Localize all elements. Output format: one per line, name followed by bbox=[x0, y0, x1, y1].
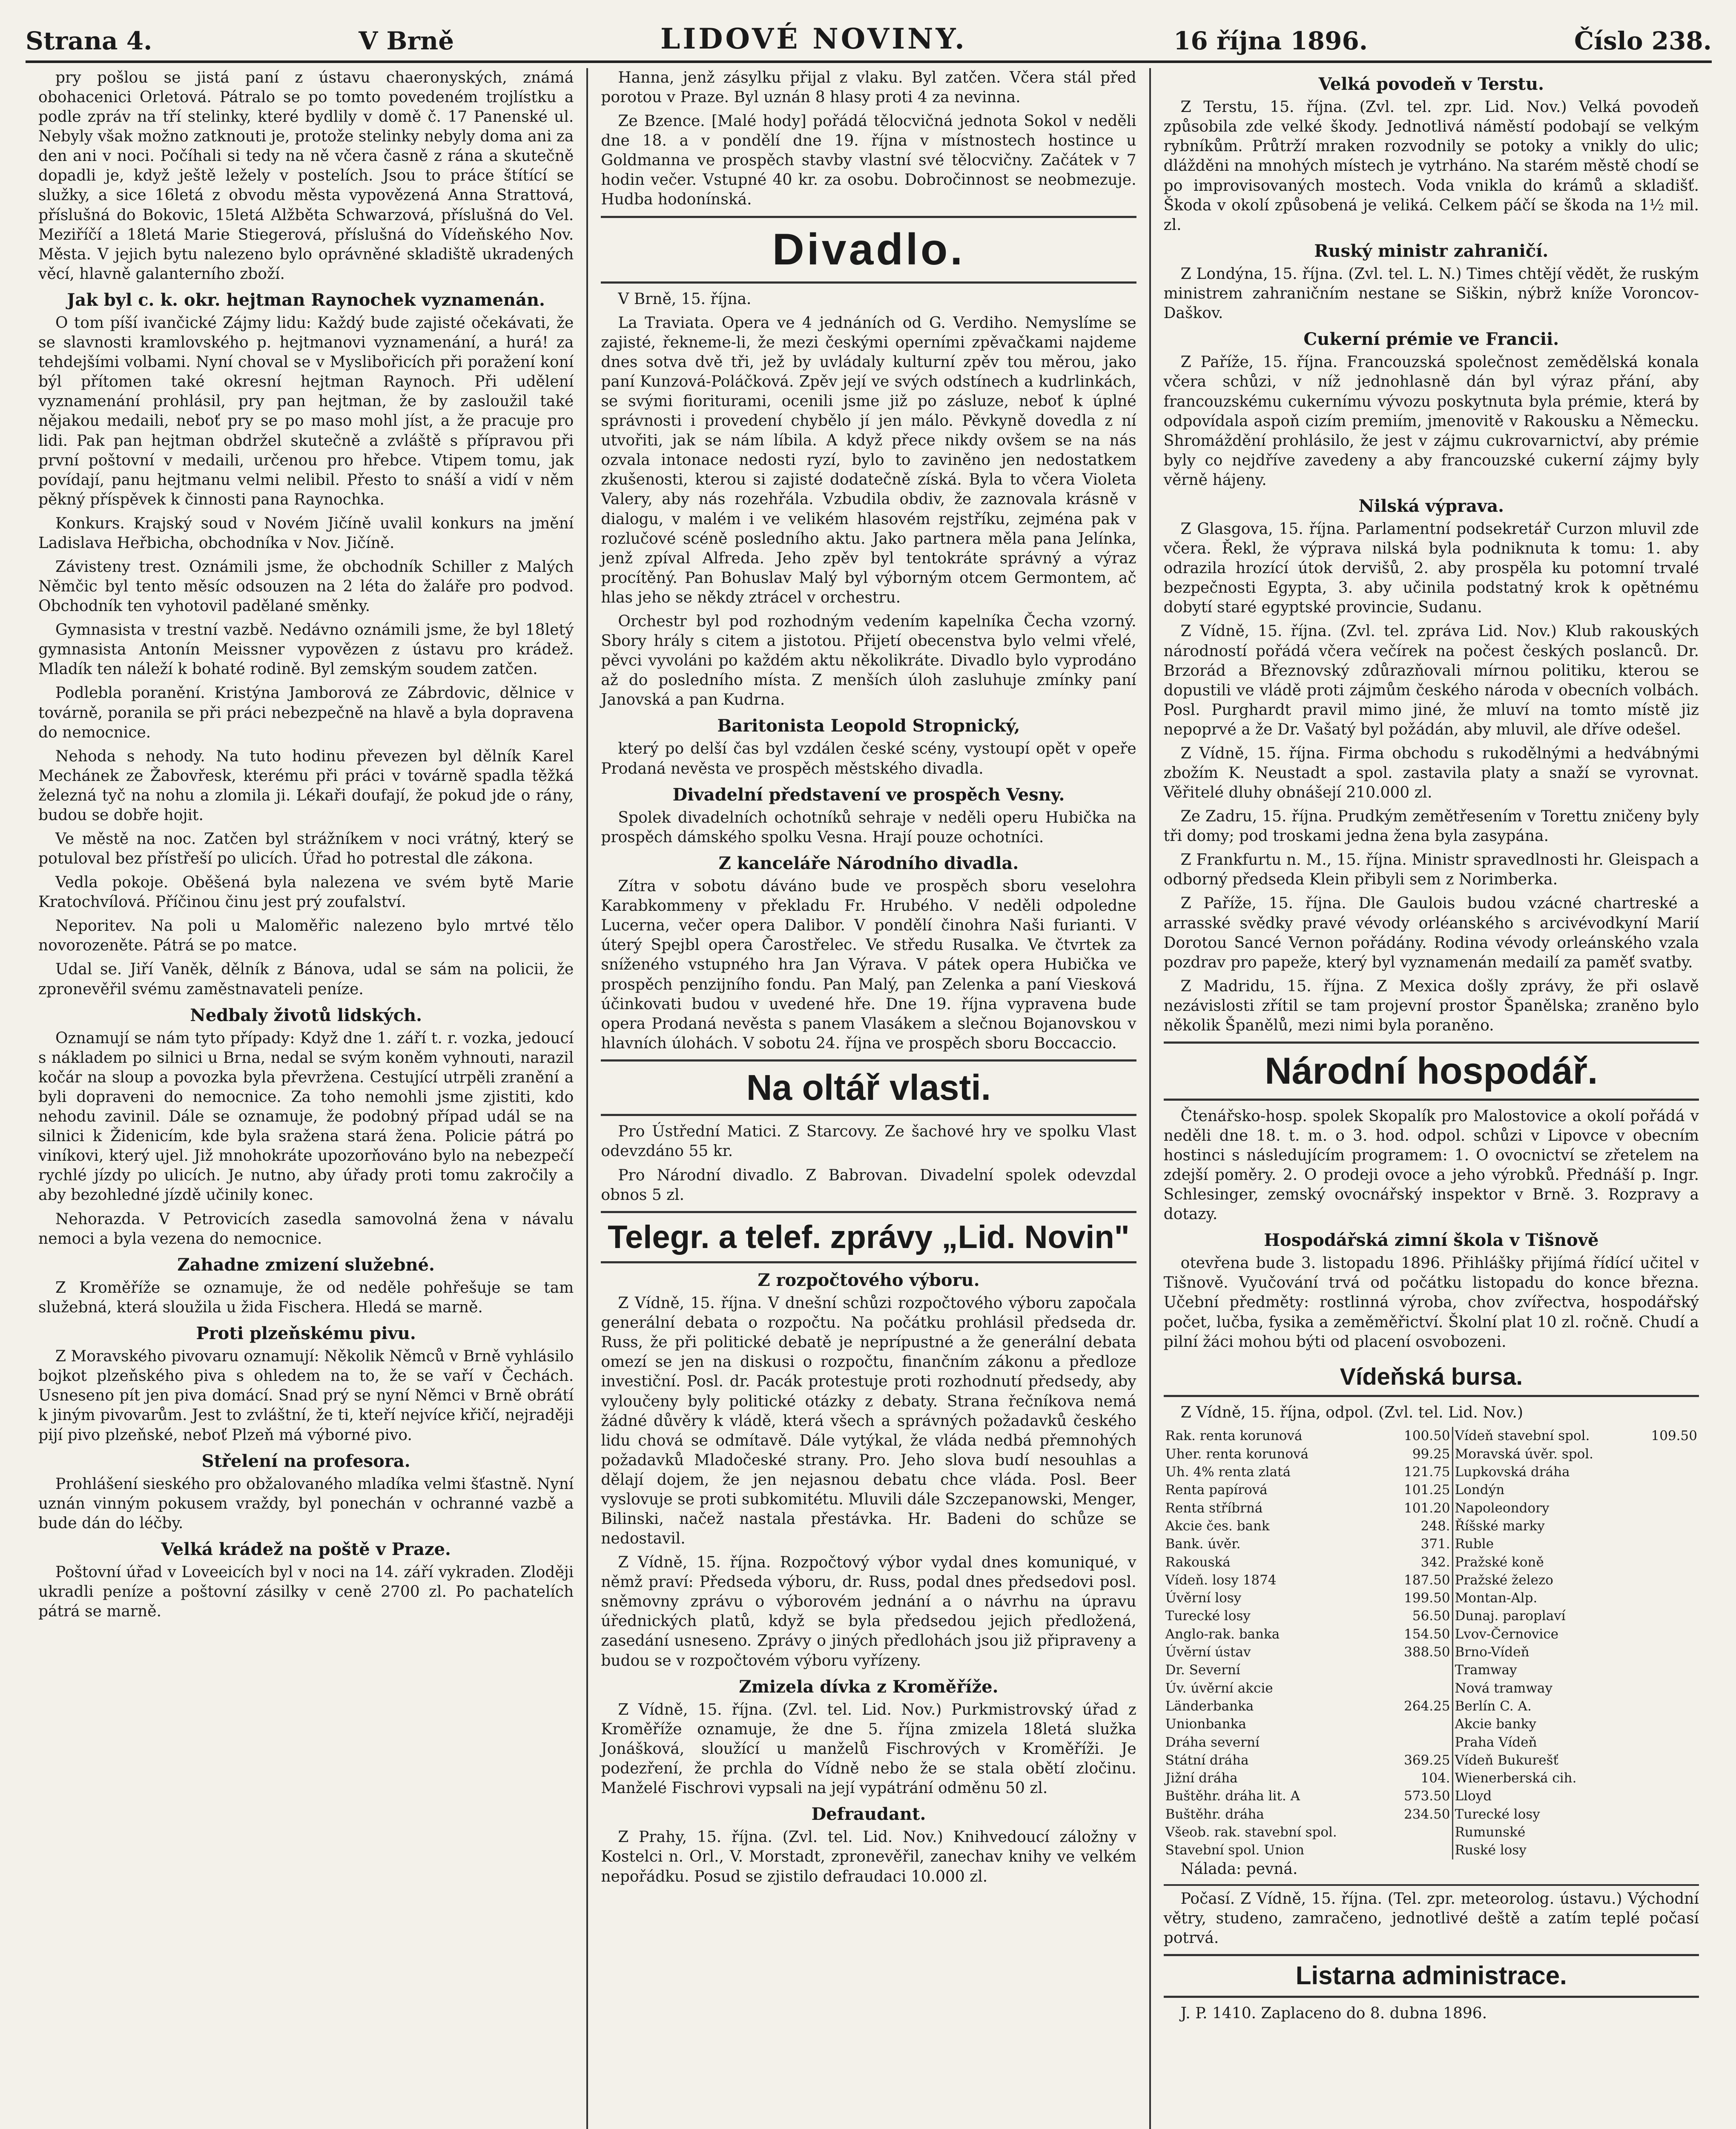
burza-security: Pražské koně bbox=[1452, 1553, 1635, 1571]
issue-date: 16 října 1896. bbox=[1173, 26, 1368, 55]
burza-row bbox=[1164, 1535, 1699, 1553]
article-udal-se: Udal se. Jiří Vaněk, dělník z Bánova, udal se sám na policii, že zpronevěřil svému zaměstnavateli peníze. bbox=[38, 961, 574, 998]
article-frankfurt: Z Frankfurtu n. M., 15. října. Ministr spravedlnosti hr. Gleispach a odborný předseda Klein přibyli sem z Norimberka. bbox=[1163, 851, 1699, 889]
article-streleni: Prohlášení sieského pro obžalovaného mladíka velmi šťastně. Nyní uznán vinným pokusem vraždy, byl ponechán v ochranné vazbě a bude dán do léčby. bbox=[38, 1475, 574, 1532]
burza-price bbox=[1636, 1841, 1699, 1859]
burza-security: Dunaj. paroplaví bbox=[1452, 1607, 1635, 1625]
burza-closing: Nálada: pevná. bbox=[1180, 1860, 1298, 1878]
burza-row bbox=[1164, 1445, 1699, 1463]
burza-row bbox=[1164, 1823, 1699, 1841]
section-oltar: Na oltář vlasti. bbox=[601, 1059, 1136, 1116]
burza-security: Lvov-Černovice bbox=[1452, 1625, 1635, 1643]
headline-ministr: Ruský ministr zahraničí. bbox=[1314, 241, 1549, 261]
burza-security: Akcie banky bbox=[1452, 1715, 1635, 1733]
headline-zahadne: Zahadne zmizení služebné. bbox=[177, 1254, 435, 1275]
section-burza: Vídeňská bursa. bbox=[1164, 1358, 1699, 1397]
burza-price bbox=[1636, 1823, 1699, 1841]
burza-price bbox=[1636, 1445, 1699, 1463]
burza-price bbox=[1636, 1661, 1699, 1679]
burza-row bbox=[1164, 1481, 1699, 1499]
burza-security: Akcie čes. bank bbox=[1165, 1518, 1270, 1534]
article-oltar-2: Pro Národní divadlo. Z Babrovan. Divadelní spolek odevzdal obnos 5 zl. bbox=[601, 1166, 1136, 1204]
article-konkurs: Konkurs. Krajský soud v Novém Jičíně uvalil konkurs na jmění Ladislava Heřbicha, obchodníka v Nov. Jičíně. bbox=[38, 514, 574, 552]
burza-price bbox=[1636, 1607, 1699, 1625]
burza-security: Buštěhr. dráha lit. A bbox=[1165, 1788, 1300, 1804]
article-ve-meste: Ve městě na noc. Zatčen byl strážníkem v noci vrátný, který se potuloval bez přístřeší po ulicích. Úřad ho potrestal dle zákona. bbox=[38, 830, 574, 868]
burza-row bbox=[1164, 1787, 1699, 1805]
page-number: Strana 4. bbox=[26, 26, 152, 55]
column-1 bbox=[26, 68, 588, 2129]
article-madrid: Z Madridu, 15. října. Z Mexica došly zprávy, že při oslavě nezávislosti zřítil se tam projevní prostor Španělska; zraněno bylo několik Španělů, mezi nimi byla poraněno. bbox=[1163, 977, 1699, 1034]
burza-row bbox=[1164, 1751, 1699, 1769]
burza-security: Napoleondory bbox=[1452, 1499, 1635, 1517]
burza-row bbox=[1164, 1715, 1699, 1733]
burza-security: Ruble bbox=[1452, 1535, 1635, 1553]
masthead bbox=[26, 13, 1712, 63]
burza-security: Dr. Severní bbox=[1165, 1662, 1240, 1678]
burza-security: Všeob. rak. stavební spol. bbox=[1165, 1824, 1337, 1840]
burza-security: Lloyd bbox=[1452, 1787, 1635, 1805]
headline-kromeriz: Zmizela dívka z Kroměříže. bbox=[739, 1676, 999, 1697]
weather-text: Počasí. Z Vídně, 15. října. (Tel. zpr. meteorolog. ústavu.) Východní větry, studeno, zamračeno, jednotlivé deště a zatím teplé počasí potrvá. bbox=[1163, 1890, 1699, 1947]
burza-row bbox=[1164, 1607, 1699, 1625]
burza-security: Rakouská bbox=[1165, 1554, 1231, 1570]
burza-row bbox=[1164, 1769, 1699, 1787]
burza-security: Úvěrní losy bbox=[1165, 1590, 1242, 1606]
burza-security: Wienerberská cih. bbox=[1452, 1769, 1635, 1787]
article-bzence: Ze Bzence. [Malé hody] pořádá tělocvičná jednota Sokol v neděli dne 18. a v pondělí dne 19. října v místnostech hostince u Goldmanna ve prospěch stavby vlastní své tělocvičny. Začátek v 7 hodin večer. Vstupné 40 kr. za osobu. Dobročinnost se neobmezuje. Hudba hodonínská. bbox=[601, 112, 1136, 209]
article-oltar-1: Pro Ústřední Matici. Z Starcovy. Ze šachové hry ve spolku Vlast odevzdáno 55 kr. bbox=[601, 1123, 1136, 1160]
burza-security: Renta papírová bbox=[1165, 1482, 1268, 1498]
burza-security: Říšské marky bbox=[1452, 1517, 1635, 1535]
headline-defraudant: Defraudant. bbox=[811, 1804, 926, 1825]
headline-kancelar: Z kanceláře Národního divadla. bbox=[718, 853, 1019, 873]
burza-row bbox=[1164, 1697, 1699, 1715]
burza-row bbox=[1164, 1661, 1699, 1679]
article-pariz-2: Z Paříže, 15. října. Dle Gaulois budou vzácné chartreské a arrasské svědky pravé vévody orléanského s arcivévodkyní Marií Dorotou Sancé Vernon pořádány. Rodina vévody orleánského vzala pozdrav pro papeže, který byl vyznamenán medailí za paměť svatby. bbox=[1163, 895, 1699, 971]
burza-price bbox=[1388, 1841, 1452, 1859]
article-cukerni: Z Paříže, 15. října. Francouzská společnost zemědělská konala včera schůzi, v níž jednohlasně dán byl výraz přání, aby francouzskému cukernímu vývozu poskytnuta byla prémie, která by odpovídala aspoň cizím premiím, jmenovitě v Rakousku a Německu. Shromáždění prohlásilo, že jest v zájmu cukrovarnictví, aby prémie byly co nejdříve zavedeny a aby francouzské cukerní zájmy byly věrně hájeny. bbox=[1163, 353, 1699, 489]
article-vedla-pokoje: Vedla pokoje. Oběšená byla nalezena ve svém bytě Marie Kratochvílová. Příčinou činu jest prý zoufalství. bbox=[38, 874, 574, 911]
headline-raynoch: Jak byl c. k. okr. hejtman Raynochek vyznamenán. bbox=[67, 290, 545, 310]
burza-subtitle: Z Vídně, 15. října, odpol. (Zvl. tel. Lid. Nov.) bbox=[1180, 1404, 1524, 1422]
burza-price bbox=[1636, 1463, 1699, 1481]
article-zahadne: Z Kroměříže se oznamuje, že od neděle pohřešuje se tam služebná, která sloužila u žida Fischera. Hledá se marně. bbox=[38, 1279, 574, 1316]
burza-price bbox=[1636, 1625, 1699, 1643]
burza-row bbox=[1164, 1499, 1699, 1517]
section-divadlo: Divadlo. bbox=[601, 216, 1136, 284]
burza-row bbox=[1164, 1643, 1699, 1661]
burza-price bbox=[1636, 1787, 1699, 1805]
burza-price bbox=[1636, 1715, 1699, 1733]
burza-price bbox=[1388, 1679, 1452, 1697]
article-plzensky: Z Moravského pivovaru oznamují: Několik Němců v Brně vyhlásilo bojkot plzeňského piva s ohledem na to, že se vaří v Čechách. Usneseno pít jen piva domácí. Snad prý se nyní Němci v Brně obrátí k jiným pivovarům. Jest to zvláštní, že ti, kteří nejvíce křičí, nejraději pijí pivo plzeňské, neboť Plzeň má výborné pivo. bbox=[38, 1348, 574, 1444]
headline-rozpocet: Z rozpočtového výboru. bbox=[758, 1270, 980, 1290]
burza-price bbox=[1636, 1571, 1699, 1589]
burza-price bbox=[1636, 1697, 1699, 1715]
burza-price: 371. bbox=[1420, 1536, 1450, 1552]
burza-row bbox=[1164, 1553, 1699, 1571]
burza-price: 369.25 bbox=[1404, 1752, 1450, 1768]
article-orchestr: Orchestr byl pod rozhodným vedením kapelníka Čecha vzorný. Sbory hrály s citem a jistotou. Přijetí obecenstva bylo velmi vřelé, pěvci vyvoláni po každém aktu několikráte. Divadlo bylo vyprodáno až do posledního místa. Z menších úloh zasluhuje zmínky paní Janovská a pan Kudrna. bbox=[601, 612, 1136, 709]
article-baritonista: který po delší čas byl vzdálen české scény, vystoupí opět v opeře Prodaná nevěsta ve prospěch městského divadla. bbox=[601, 740, 1136, 778]
burza-row bbox=[1164, 1625, 1699, 1643]
burza-price: 234.50 bbox=[1404, 1806, 1450, 1822]
burza-security: Vídeň stavební spol. bbox=[1452, 1427, 1635, 1445]
article-nedbaly: Oznamují se nám tyto případy: Když dne 1. září t. r. vozka, jedoucí s nákladem po silnici u Brna, nedal se svým koněm vyhnouti, narazil kočár na sloup a povozka byla převržena. Cestující utrpěli zranění a byli dopraveni do nemocnice. Za toho nemohli jsme zjistiti, kdo nehodu zavinil. Dále se oznamuje, že podobný případ udál se na silnici k Židenicím, kde byla sražena stará žena. Policie pátrá po viníkovi, který ujel. Již mnohokráte upozorňováno bylo na nebezpečí rychlé jízdy po ulicích. Je nutno, aby úřady proti tomu zakročily a aby bezohledné jízdě učinily konec. bbox=[38, 1029, 574, 1204]
burza-price bbox=[1388, 1715, 1452, 1733]
section-telegr: Telegr. a telef. zprávy „Lid. Novin" bbox=[601, 1211, 1136, 1263]
burza-price bbox=[1636, 1805, 1699, 1823]
burza-security: Turecké losy bbox=[1165, 1608, 1251, 1624]
column-2 bbox=[588, 68, 1151, 2129]
burza-row bbox=[1164, 1571, 1699, 1589]
burza-security: Berlín C. A. bbox=[1452, 1697, 1635, 1715]
headline-baritonista: Baritonista Leopold Stropnický, bbox=[717, 716, 1020, 736]
article-intro-2: Hanna, jenž zásylku přijal z vlaku. Byl zatčen. Včera stál před porotou v Praze. Byl uznán 8 hlasy proti 4 za nevinna. bbox=[601, 69, 1136, 106]
burza-security: Brno-Vídeň bbox=[1452, 1643, 1635, 1661]
burza-price: 388.50 bbox=[1404, 1644, 1450, 1660]
burza-price: 121.75 bbox=[1404, 1464, 1450, 1480]
burza-price: 109.50 bbox=[1651, 1428, 1697, 1444]
burza-price bbox=[1388, 1733, 1452, 1751]
columns bbox=[26, 68, 1712, 2129]
article-nehorazda: Nehorazda. V Petrovicích zasedla samovolná žena v návalu nemoci a byla vezena do nemocnice. bbox=[38, 1210, 574, 1248]
article-neporitev: Neporitev. Na poli u Maloměřic nalezeno bylo mrtvé tělo novorozeněte. Pátrá se po matce. bbox=[38, 917, 574, 955]
burza-security: Vídeň Bukurešť bbox=[1452, 1751, 1635, 1769]
burza-security: Unionbanka bbox=[1165, 1716, 1246, 1732]
issue-number: Číslo 238. bbox=[1574, 26, 1712, 55]
burza-security: Pražské železo bbox=[1452, 1571, 1635, 1589]
paper-name: LIDOVÉ NOVINY. bbox=[660, 22, 967, 55]
burza-price bbox=[1636, 1553, 1699, 1571]
article-raynoch: O tom píší ivančické Zájmy lidu: Každý bude zajisté očekávati, že se slavnosti kramlovského p. hejtmanovi vyznamenání, a hurá! za tehdejšími volbami. Nyní choval se v Myslibořicích při poražení koní býl přítomen také okresní hejtman Raynoch. Při udělení vyznamenání prohlásil, pry pan hejtman, že by zasloužil také nějakou medaili, neboť pry se po maso mohl jíst, a že pracuje pro lidi. Pak pan hejtman obdržel skutečně a zvláště s přípravou při první poštovní v medaili, určenou pro hřebce. Vtipem tomu, jak povídají, panu hejtmanu velmi nelibil. Přesto to snáší a vidí v něm pěkný příspěvek k činnosti pana Raynochka. bbox=[38, 314, 574, 508]
burza-row bbox=[1164, 1841, 1699, 1859]
burza-security: Uher. renta korunová bbox=[1165, 1446, 1308, 1462]
burza-security: Montan-Alp. bbox=[1452, 1589, 1635, 1607]
headline-povoden: Velká povodeň v Terstu. bbox=[1318, 74, 1544, 94]
burza-security: Stavební spol. Union bbox=[1165, 1842, 1304, 1858]
column-3 bbox=[1151, 68, 1712, 2129]
article-telegr-2: Z Vídně, 15. října. Rozpočtový výbor vydal dnes komuniqué, v němž praví: Předseda výboru, dr. Russ, podal dnes předsedovi posl. sněmovny zprávu o výborovém jednání a o návrhu na úpravu úřednických platů, když se byla předsedou jejich předložená, zasedání usneseno. Zprávy o jiných předlohách jsou již připraveny a budou se v rozpočtovém výboru vyřízeny. bbox=[601, 1554, 1136, 1670]
burza-security: Rak. renta korunová bbox=[1165, 1428, 1303, 1444]
burza-security: Úv. úvěrní akcie bbox=[1165, 1680, 1273, 1696]
headline-plzensky: Proti plzeňskému pivu. bbox=[196, 1323, 416, 1344]
city: V Brně bbox=[359, 26, 454, 55]
article-nilska: Z Glasgova, 15. října. Parlamentní podsekretář Curzon mluvil zde včera. Řekl, že výprava nilská byla podniknuta k tomu: 1. aby odrazila hrozící útok dervišů, 2. aby prospěla ku potomní trvalé bezpečnosti Egypta, 3. aby učinila podstatný krok k opětnému dobytí staré egyptské provincie, Sudanu. bbox=[1163, 520, 1699, 617]
burza-security: Dráha severní bbox=[1165, 1734, 1260, 1750]
article-traviata: La Traviata. Opera ve 4 jednáních od G. Verdiho. Nemyslíme se zajisté, řekneme-li, že mezi českými operními zpěvačkami najdeme dnes sotva dvě tři, jež by uvládaly kulturní zpěv tou měrou, jako paní Kunzová-Poláčková. Zpěv její ve svých odstínech a kudrlinkách, se svými fioriturami, ocenili jsme již po zásluze, neboť k úplné správnosti i provedení chybělo jí jen málo. Pěvkyně dovedla z ní utvořiti, jak se nám líbila. A když přece nikdy ovšem se na nás ozvala intonace nedosti ryzí, bylo to zaviněno jen nedostatkem zkušenosti, kterou si zajisté dodatečně získá. Byla to včera Violeta Valery, aby nás rozehřála. Vzbudila obdiv, že zaznovala krásně v dialogu, v malém i ve velikém hlasovém rejstříku, zejména pak v rozlučové scéně posledního aktu. Jako partnera měla pana Jelínka, jenž zpíval Alfreda. Jeho zpěv byl tentokráte správný a výraz procítěný. Pan Bohuslav Malý byl výborným otcem Germontem, ač hlas jeho se někdy ztrácel v orchestru. bbox=[601, 314, 1136, 606]
burza-price: 573.50 bbox=[1404, 1788, 1450, 1804]
burza-security: Uh. 4% renta zlatá bbox=[1165, 1464, 1291, 1480]
headline-vesny: Divadelní představení ve prospěch Vesny. bbox=[672, 784, 1065, 805]
burza-row bbox=[1164, 1427, 1699, 1445]
article-trest: Závisteny trest. Oznámili jsme, že obchodník Schiller z Malých Němčic byl tento měsíc odsouzen na 2 léta do žaláře pro podvod. Obchodník ten vyhotovil padělané směnky. bbox=[38, 558, 574, 615]
burza-security: Státní dráha bbox=[1165, 1752, 1249, 1768]
burza-security: Praha Vídeň bbox=[1452, 1733, 1635, 1751]
section-listarna: Listarna administrace. bbox=[1164, 1954, 1699, 1998]
burza-price: 199.50 bbox=[1404, 1590, 1450, 1606]
article-povoden: Z Terstu, 15. října. (Zvl. tel. zpr. Lid. Nov.) Velká povodeň způsobila zde velké škody. Jednotlivá náměstí podobají se velkým rybníkům. Průtrží mraken rozvodnily se potoky a vnikly do ulic; dlážděni na mnohých místech je vytrháno. Na starém městě chodí se po improvisovaných mostech. Voda vnikla do krámů a skladišť. Škoda v okolí způsobená je veliká. Celkem páčí se škoda na 1½ mil. zl. bbox=[1163, 98, 1699, 234]
burza-price: 101.20 bbox=[1404, 1500, 1450, 1516]
burza-price bbox=[1636, 1643, 1699, 1661]
burza-row bbox=[1164, 1733, 1699, 1751]
headline-streleni: Střelení na profesora. bbox=[201, 1451, 410, 1471]
article-ministr: Z Londýna, 15. října. (Zvl. tel. L. N.) Times chtějí vědět, že ruským ministrem zahraničním nestane se Siškin, nýbrž kníže Voroncov-Daškov. bbox=[1163, 265, 1699, 322]
article-tisnov: otevřena bude 3. listopadu 1896. Přihlášky přijímá řídící učitel v Tišnově. Vyučování trvá od počátku listopadu do konce března. Učební předměty: rostlinná výroba, chov zvířectva, hospodářský počet, lučba, fysika a zeměměřictví. Školní plat 10 zl. ročně. Chudí a pilní žáci mohou býti od placení osvobozeni. bbox=[1163, 1254, 1699, 1351]
article-podlebla: Podlebla poranění. Kristýna Jamborová ze Zábrdovic, dělnice v továrně, poranila se při práci nebezpečně na hlavě a byla dopravena do nemocnice. bbox=[38, 684, 574, 741]
burza-price: 187.50 bbox=[1404, 1572, 1450, 1588]
burza-row bbox=[1164, 1589, 1699, 1607]
headline-nilska: Nilská výprava. bbox=[1358, 496, 1504, 516]
article-telegr-1: Z Vídně, 15. října. V dnešní schůzi rozpočtového výboru započala generální debata o rozpočtu. Na počátku prohlásil předseda dr. Russ, že při politické debatě je neprípustné a že generální debata omezí se jen na diskusi o rozpočtu, finančním zákonu a předloze investiční. Posl. dr. Pacák protestuje proti rozhodnutí předsedy, aby vyloučeny byly politické otázky z debaty. Strana řečníkova nemá žádné důvěry k vládě, která všech a správných požadavků českého lidu chová se odmítavě. Dále vytýkal, že vláda nedbá přemnohých požadavků Mladočeské strany. Pro. Jeho slova budí nesouhlas a dělají dojem, že jen nejasnou debatu chce vláda. Posl. Beer vyslovuje se proti subkomitétu. Mluvili dále Szczepanowski, Menger, Bilinski, načež nastala přestávka. Hr. Badeni do schůze se nedostavil. bbox=[601, 1294, 1136, 1548]
article-kancelar: Zítra v sobotu dáváno bude ve prospěch sboru veselohra Karabkommeny v překladu Fr. Hrubého. V neděli odpoledne Lucerna, večer opera Dalibor. V pondělí činohra Naši furianti. V úterý Spejbl opera Čarostřelec. Ve středu Rusalka. Ve čtvrtek za sníženého vstupného hra Jan Výrava. V pátek opera Hubička ve prospěch penzijního fondu. Pan Malý, pan Zelenka a paní Viesková účinkovati budou v uvedené hře. Dne 19. října vypravena bude opera Prodaná nevěsta s panem Vlasákem a slečnou Bojanovskou v hlavních úlohách. V sobotu 24. října ve prospěch sboru Boccaccio. bbox=[601, 878, 1136, 1052]
burza-security: Vídeň. losy 1874 bbox=[1165, 1572, 1277, 1588]
article-vesny: Spolek divadelních ochotníků sehraje v neděli operu Hubička na prospěch dámského spolku Vesna. Hrají pouze ochotníci. bbox=[601, 809, 1136, 846]
listarna-text: J. P. 1410. Zaplaceno do 8. dubna 1896. bbox=[1180, 2004, 1487, 2022]
burza-table bbox=[1164, 1427, 1699, 1859]
burza-security: Bank. úvěr. bbox=[1165, 1536, 1241, 1552]
article-kradez: Poštovní úřad v Loveeicích byl v noci na 14. září vykraden. Zloději ukradli peníze a poštovní zásilky v ceně 2700 zl. Po pachatelích pátrá se marně. bbox=[38, 1564, 574, 1621]
headline-cukerni: Cukerní prémie ve Francii. bbox=[1303, 329, 1559, 350]
divadlo-date: V Brně, 15. října. bbox=[618, 290, 752, 308]
headline-tisnov: Hospodářská zimní škola v Tišnově bbox=[1264, 1230, 1599, 1251]
burza-price: 248. bbox=[1420, 1518, 1450, 1534]
burza-security: Ruské losy bbox=[1452, 1841, 1635, 1859]
burza-price: 342. bbox=[1420, 1554, 1450, 1570]
burza-security: Moravská úvěr. spol. bbox=[1452, 1445, 1635, 1463]
article-rolnicky: Čtenářsko-hosp. spolek Skopalík pro Malostovice a okolí pořádá v neděli dne 18. t. m. o 3. hod. odpol. schůzi v Lipovce v obecním hostinci s následujícím programem: 1. O ovocnictví se zřetelem na zdejší poměry. 2. O prodeji ovoce a jeho výrobků. Přednáší p. Ingr. Schlesinger, zemský ovocnářský inspektor v Brně. 3. Rozpravy a dotazy. bbox=[1163, 1107, 1699, 1223]
article-kromeriz: Z Vídně, 15. října. (Zvl. tel. Lid. Nov.) Purkmistrovský úřad z Kroměříže oznamuje, že dne 5. října zmizela 18letá služka Jonášková, sloužící u manželů Fischrových v Kroměříži. Je podezření, že prchla do Vídně nebo že se stala obětí zločinu. Manželé Fischrovi vypsali na její vypátrání odměnu 50 zl. bbox=[601, 1701, 1136, 1797]
burza-security: Nová tramway bbox=[1452, 1679, 1635, 1697]
headline-nedbaly: Nedbaly životů lidských. bbox=[190, 1005, 422, 1025]
burza-price bbox=[1636, 1517, 1699, 1535]
burza-price bbox=[1636, 1589, 1699, 1607]
burza-security: Londýn bbox=[1452, 1481, 1635, 1499]
burza-security: Úvěrní ústav bbox=[1165, 1644, 1251, 1660]
burza-price: 264.25 bbox=[1404, 1698, 1450, 1714]
article-vidne-2: Z Vídně, 15. října. Firma obchodu s rukodělnými a hedvábnými zbožím K. Neustadt a spol. zastavila platy a snaží se vyrovnat. Věřitelé dluhy obnášejí 210.000 zl. bbox=[1163, 744, 1699, 802]
burza-security: Lupkovská dráha bbox=[1452, 1463, 1635, 1481]
weather-report bbox=[1164, 1884, 1699, 1948]
burza-price: 99.25 bbox=[1412, 1446, 1450, 1462]
burza-price bbox=[1636, 1733, 1699, 1751]
article-zadru: Ze Zadru, 15. října. Prudkým zemětřesením v Torettu zničeny byly tři domy; pod troskami jedna žena byla zasypána. bbox=[1163, 808, 1699, 845]
article-defraudant: Z Prahy, 15. října. (Zvl. tel. Lid. Nov.) Knihvedoucí záložny v Kostelci n. Orl., V. Morstadt, zpronevěřil, zanechav knihy ve velkém nepořádku. Posud se zjistilo defraudaci 10.000 zl. bbox=[601, 1828, 1136, 1885]
headline-kradez: Velká krádež na poště v Praze. bbox=[161, 1539, 451, 1560]
burza-price bbox=[1388, 1661, 1452, 1679]
burza-price bbox=[1636, 1535, 1699, 1553]
burza-security: Renta stříbrná bbox=[1165, 1500, 1263, 1516]
burza-security: Rumunské bbox=[1452, 1823, 1635, 1841]
burza-price: 56.50 bbox=[1412, 1608, 1450, 1624]
burza-price: 104. bbox=[1420, 1770, 1450, 1786]
burza-price bbox=[1636, 1499, 1699, 1517]
article-vidne-1: Z Vídně, 15. října. (Zvl. tel. zpráva Lid. Nov.) Klub rakouských národností pořádá včera večírek na počest českých poslanců. Dr. Brzorád a Březnovský zdůrazňovali mírnou politiku, kterou se dopustili ve vládě proti zájmům českého národa v obecních volbách. Posl. Purghardt pravil mimo jiné, že mluví na tomto místě jiz nepoprvé a že Dr. Vašatý byl požádán, aby mluvil, ale dříve odešel. bbox=[1163, 623, 1699, 738]
burza-price bbox=[1636, 1769, 1699, 1787]
burza-price bbox=[1636, 1751, 1699, 1769]
burza-security: Jižní dráha bbox=[1165, 1770, 1238, 1786]
article-intro: pry pošlou se jistá paní z ústavu chaeronyských, známá obohacenici Orletová. Pátralo se po tomto povedeném trojlístku a podle zpráv na tří stelinky, které bydlily v domě č. 17 Panenské ul. Nebyly však možno zatknouti je, protože stelinky nebyly doma ani za den ani v noci. Počíhali si tedy na ně včera časně z rána a skutečně dopadli je, když ještě ležely v postelích. Jsou to práce štítící se služky, a sice 16letá z obvodu města vypovězená Anna Strattová, příslušná do Bokovic, 15letá Alžběta Schwarzová, příslušná do Vel. Meziříčí a 18letá Marie Stiegerová, příslušná do Vídeňského Nov. Města. V jejich bytu nalezeno bylo oprávněné skladiště ukradených věcí, hlavně galanterního zboží. bbox=[38, 69, 574, 283]
burza-price bbox=[1636, 1679, 1699, 1697]
article-gymnasista: Gymnasista v trestní vazbě. Nedávno oznámili jsme, že byl 18letý gymnasista Antonín Meissner vypovězen z ústavu pro krádež. Mladík ten náleží k bohaté rodině. Byl zemským soudem zatčen. bbox=[38, 621, 574, 678]
burza-security: Buštěhr. dráha bbox=[1165, 1806, 1264, 1822]
burza-price: 154.50 bbox=[1404, 1626, 1450, 1642]
section-narodni-hospodar: Národní hospodář. bbox=[1164, 1042, 1699, 1101]
burza-row bbox=[1164, 1517, 1699, 1535]
article-nehoda: Nehoda s nehody. Na tuto hodinu převezen byl dělník Karel Mechánek ze Žabovřesk, kterému při práci v továrně spadla těžká železná tyč na nohu a zlomila ji. Lékaři doufají, že pokud jde o rány, budou se dobře hojit. bbox=[38, 747, 574, 824]
burza-security: Anglo-rak. banka bbox=[1165, 1626, 1280, 1642]
burza-row bbox=[1164, 1679, 1699, 1697]
burza-row bbox=[1164, 1463, 1699, 1481]
burza-security: Turecké losy bbox=[1452, 1805, 1635, 1823]
burza-price bbox=[1388, 1823, 1452, 1841]
burza-security: Tramway bbox=[1452, 1661, 1635, 1679]
burza-row bbox=[1164, 1805, 1699, 1823]
burza-price bbox=[1636, 1481, 1699, 1499]
burza-price: 100.50 bbox=[1404, 1428, 1450, 1444]
burza-price: 101.25 bbox=[1404, 1482, 1450, 1498]
burza-security: Länderbanka bbox=[1165, 1698, 1254, 1714]
